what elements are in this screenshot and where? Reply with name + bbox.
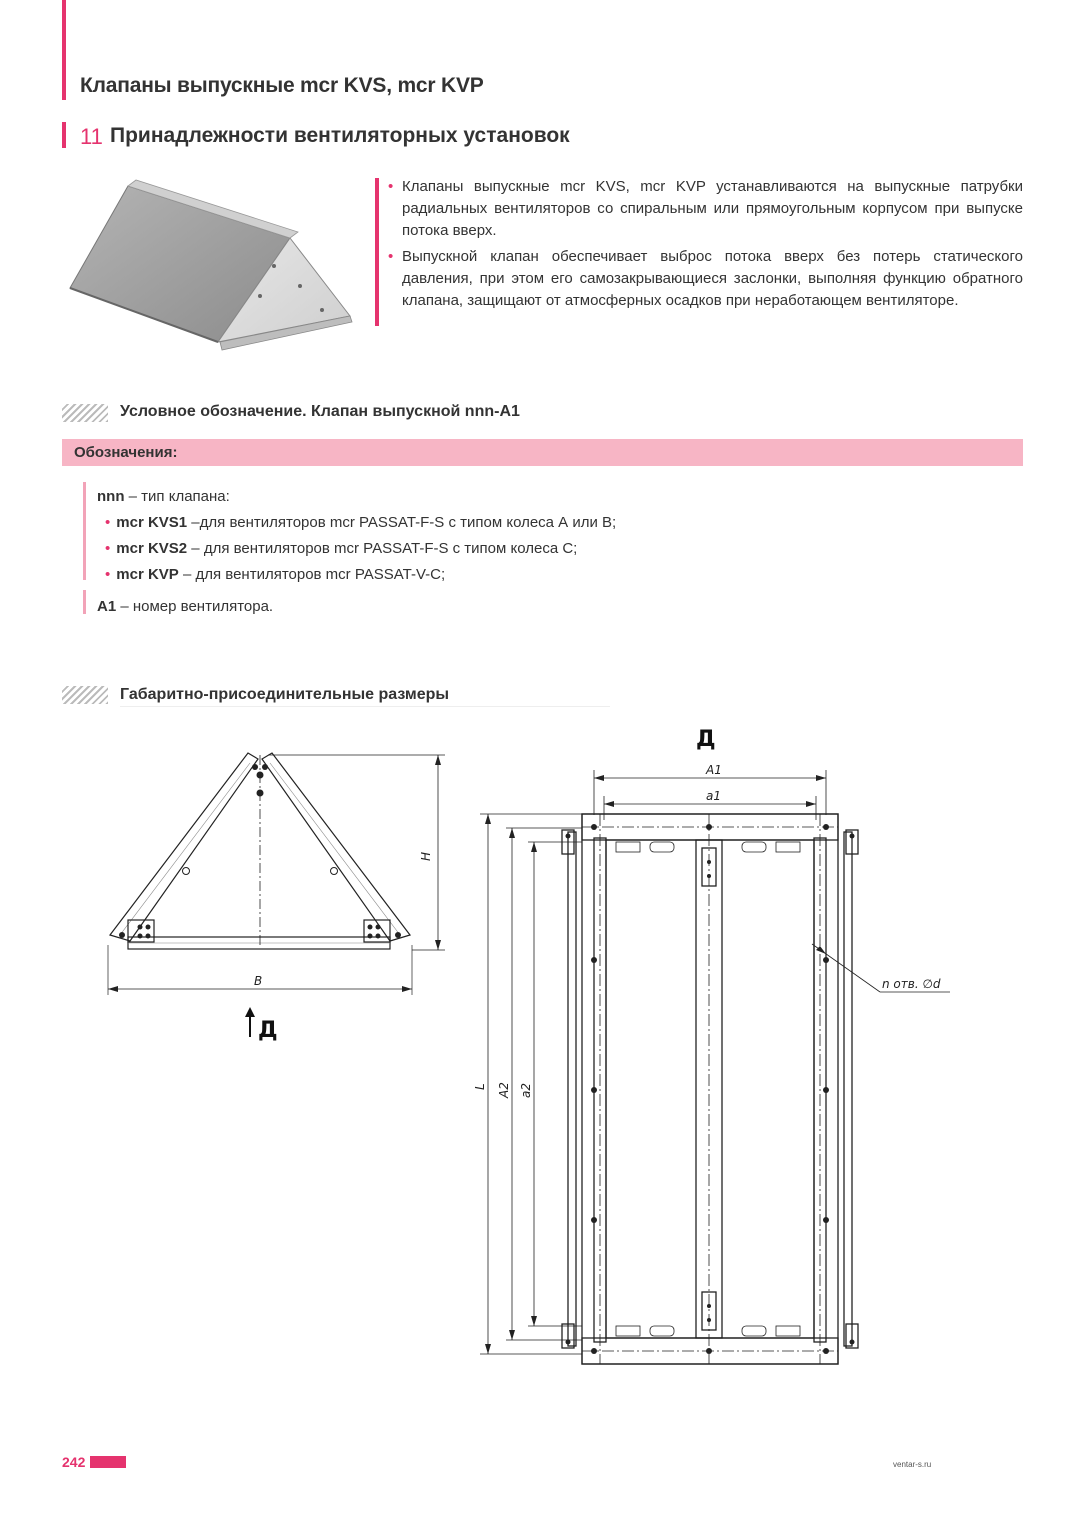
intro-paragraph: • Клапаны выпускные mcr KVS, mcr KVP устанавливаются на выпускные патрубки радиальных вентиляторов со спиральным или прямоугольным корпусом при выпуске потока вверх. xyxy=(388,178,1023,239)
legend-row: • mcr KVS2 – для вентиляторов mcr PASSAT-F-S с типом колеса С; xyxy=(105,540,578,557)
dim-label-a1-upper: A1 xyxy=(706,763,722,777)
dim-label-a1-lower: a1 xyxy=(706,789,721,803)
designation-band xyxy=(62,439,1023,466)
holes-callout: n отв. ∅d xyxy=(882,977,941,991)
section-number: 11 xyxy=(80,124,103,149)
dim-label-h: H xyxy=(419,851,433,861)
intro-paragraph: • Выпускной клапан обеспечивает выброс потока вверх без потерь статического давления, при этом его самозакрывающиеся заслонки, выполняя функцию обратного клапана, защищают от атмосферных осадков при неработающем вентиляторе. xyxy=(388,248,1023,309)
legend-row: • mcr KVP – для вентиляторов mcr PASSAT-V-C; xyxy=(105,566,446,583)
dim-label-l: L xyxy=(473,1083,487,1090)
top-view-drawing xyxy=(470,720,960,1380)
intro-text xyxy=(388,176,1023,316)
designation-heading: Условное обозначение. Клапан выпускной nnn-A1 xyxy=(120,403,520,420)
hatch-marker xyxy=(62,404,108,422)
legend-accent-bar xyxy=(83,590,86,614)
view-arrow-label: Д xyxy=(258,1018,278,1043)
page-number-bar xyxy=(90,1456,126,1468)
side-view-drawing xyxy=(100,745,460,1045)
legend-accent-bar xyxy=(83,482,86,580)
dim-label-b: B xyxy=(254,974,263,988)
legend-row: • mcr KVS1 –для вентиляторов mcr PASSAT-F-S с типом колеса А или В; xyxy=(105,514,617,531)
section-title: Принадлежности вентиляторных установок xyxy=(110,124,570,147)
view-title: Д xyxy=(696,727,716,752)
dim-label-a2-upper: A2 xyxy=(497,1082,511,1098)
product-image xyxy=(60,176,360,356)
dimensions-heading: Габаритно-присоединительные размеры xyxy=(120,686,450,703)
intro-accent-bar xyxy=(375,178,379,326)
page-number: 242 xyxy=(62,1454,86,1470)
designation-legend xyxy=(97,484,616,620)
accent-bar-top xyxy=(62,0,66,100)
designation-band-label: Обозначения: xyxy=(74,444,178,461)
legend-row: nnn – тип клапана: xyxy=(97,488,230,505)
dim-label-a2-lower: a2 xyxy=(519,1083,533,1098)
hatch-marker xyxy=(62,686,108,704)
site-url: ventar-s.ru xyxy=(893,1460,932,1469)
legend-row: A1 – номер вентилятора. xyxy=(97,598,274,615)
section-accent-bar xyxy=(62,122,66,148)
heading-underline xyxy=(120,706,610,707)
page-title: Клапаны выпускные mcr KVS, mcr KVP xyxy=(80,74,484,97)
